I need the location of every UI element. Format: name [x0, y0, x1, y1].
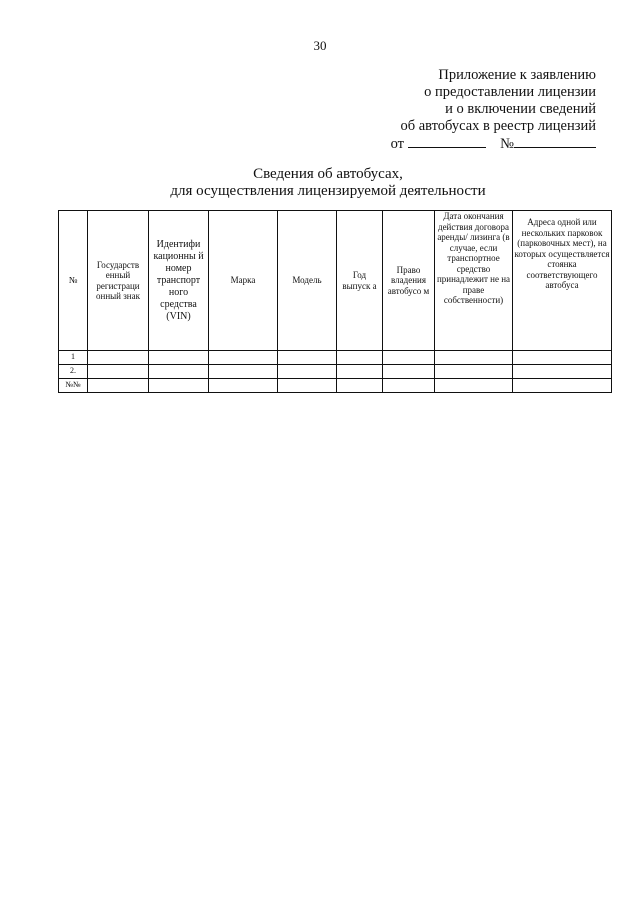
cell-year[interactable] — [337, 379, 383, 393]
row-label: 1 — [59, 351, 88, 365]
header-parking-addresses: Адреса одной или нескольких парковок (парковочных мест), на которых осуществляется стоянка соответствующего автобуса — [513, 211, 612, 351]
from-label: от — [390, 136, 405, 152]
cell-parking-addresses[interactable] — [513, 379, 612, 393]
date-blank-field — [408, 135, 486, 148]
title-line-1: Сведения об автобусах, — [253, 166, 403, 182]
cell-year[interactable] — [337, 351, 383, 365]
cell-registration-plate[interactable] — [88, 351, 149, 365]
appendix-header — [391, 67, 596, 153]
appendix-date-number-line — [391, 135, 596, 153]
row-label: №№ — [59, 379, 88, 393]
appendix-line-3: и о включении сведений — [445, 101, 596, 117]
header-lease-end-date: Дата окончания действия договора аренды/ лизинга (в случае, если транспортное средство принадлежит не на праве собственности) — [435, 211, 513, 351]
cell-ownership-right[interactable] — [383, 379, 435, 393]
table-row — [59, 351, 612, 365]
cell-model[interactable] — [278, 379, 337, 393]
table-header-row — [59, 211, 612, 351]
header-registration-plate: Государств енный регистраци онный знак — [88, 211, 149, 351]
cell-lease-end-date[interactable] — [435, 351, 513, 365]
cell-vin[interactable] — [149, 365, 209, 379]
cell-lease-end-date[interactable] — [435, 379, 513, 393]
table-row — [59, 365, 612, 379]
table-row — [59, 379, 612, 393]
cell-make[interactable] — [209, 351, 278, 365]
cell-model[interactable] — [278, 365, 337, 379]
cell-registration-plate[interactable] — [88, 365, 149, 379]
cell-year[interactable] — [337, 365, 383, 379]
number-label: № — [500, 136, 514, 152]
cell-vin[interactable] — [149, 379, 209, 393]
appendix-line-2: о предоставлении лицензии — [424, 84, 596, 100]
cell-registration-plate[interactable] — [88, 379, 149, 393]
document-title — [0, 166, 640, 200]
cell-make[interactable] — [209, 379, 278, 393]
cell-lease-end-date[interactable] — [435, 365, 513, 379]
cell-parking-addresses[interactable] — [513, 351, 612, 365]
page-number: 30 — [313, 38, 327, 53]
cell-ownership-right[interactable] — [383, 351, 435, 365]
header-make: Марка — [209, 211, 278, 351]
title-line-2: для осуществления лицензируемой деятельности — [170, 183, 486, 199]
appendix-line-1: Приложение к заявлению — [438, 67, 596, 83]
header-number: № — [59, 211, 88, 351]
row-label: 2. — [59, 365, 88, 379]
header-ownership-right: Право владения автобусо м — [383, 211, 435, 351]
cell-vin[interactable] — [149, 351, 209, 365]
cell-model[interactable] — [278, 351, 337, 365]
number-blank-field — [514, 135, 596, 148]
bus-registry-table — [58, 210, 612, 393]
header-year: Год выпуск а — [337, 211, 383, 351]
cell-ownership-right[interactable] — [383, 365, 435, 379]
cell-make[interactable] — [209, 365, 278, 379]
header-vin: Идентифи кационны й номер транспорт ного средства (VIN) — [149, 211, 209, 351]
header-model: Модель — [278, 211, 337, 351]
appendix-line-4: об автобусах в реестр лицензий — [400, 118, 596, 134]
cell-parking-addresses[interactable] — [513, 365, 612, 379]
